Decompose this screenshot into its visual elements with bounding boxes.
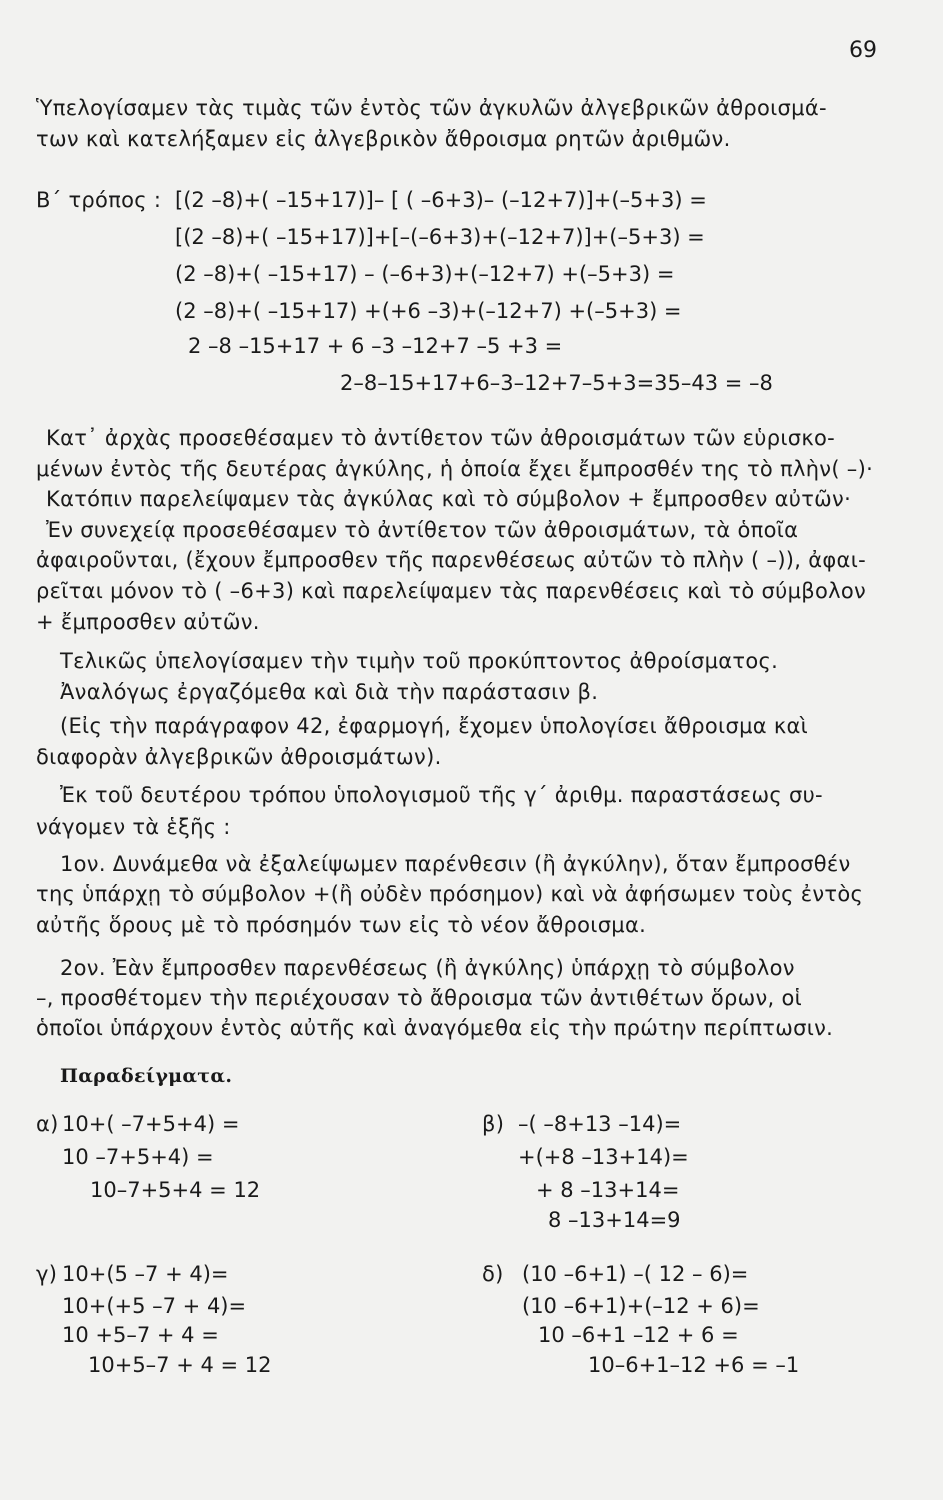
example-c-line: 10+5–7 + 4 = 12 <box>88 1353 272 1377</box>
example-c-label: γ) <box>36 1262 58 1286</box>
example-b-label: β) <box>482 1112 505 1136</box>
equation-line: 2 –8 –15+17 + 6 –3 –12+7 –5 +3 = <box>188 334 563 358</box>
example-b-line: + 8 –13+14= <box>536 1178 680 1202</box>
explanation-line: Ἐν συνεχείᾳ προσεθέσαμεν τὸ ἀντίθετον τῶν ἀθροισμάτων, τὰ ὁποῖα <box>46 518 799 542</box>
example-c-line: 10+(+5 –7 + 4)= <box>62 1294 247 1318</box>
example-d-line: (10 –6+1)+(–12 + 6)= <box>522 1294 760 1318</box>
example-a-line: 10+( –7+5+4) = <box>62 1112 240 1136</box>
example-d-label: δ) <box>482 1262 504 1286</box>
rule-line: –, προσθέτομεν τὴν περιέχουσαν τὸ ἄθροισμα τῶν ἀντιθέτων ὅρων, οἱ <box>36 986 803 1010</box>
method-b-label: Β΄ τρόπος : <box>36 188 162 212</box>
page-number: 69 <box>849 38 877 63</box>
explanation-line: Κατ᾽ ἀρχὰς προσεθέσαμεν τὸ ἀντίθετον τῶν ἀθροισμάτων τῶν εὑρισκο- <box>46 426 836 450</box>
rule-line: 2ον. Ἐὰν ἔμπροσθεν παρενθέσεως (ἢ ἀγκύλης) ὑπάρχῃ τὸ σύμβολον <box>60 956 795 980</box>
explanation-line: Τελικῶς ὑπελογίσαμεν τὴν τιμὴν τοῦ προκύπτοντος ἀθροίσματος. <box>60 649 779 673</box>
example-d-line: 10 –6+1 –12 + 6 = <box>538 1323 739 1347</box>
example-d-line: 10–6+1–12 +6 = –1 <box>588 1353 800 1377</box>
example-c-line: 10 +5–7 + 4 = <box>62 1323 219 1347</box>
explanation-line: διαφορὰν ἀλγεβρικῶν ἀθροισμάτων). <box>36 745 442 769</box>
explanation-line: ρεῖται μόνον τὸ ( –6+3) καὶ παρελείψαμεν τὰς παρενθέσεις καὶ τὸ σύμβολον <box>36 579 867 603</box>
explanation-line: ἀφαιροῦνται, (ἔχουν ἔμπροσθεν τῆς παρενθέσεως αὐτῶν τὸ πλὴν ( –)), ἀφαι- <box>36 548 866 572</box>
explanation-line: Κατόπιν παρελείψαμεν τὰς ἀγκύλας καὶ τὸ σύμβολον + ἔμπροσθεν αὐτῶν· <box>46 487 852 511</box>
equation-line-final: 2–8–15+17+6–3–12+7–5+3=35–43 = –8 <box>340 371 773 395</box>
equation-line: [(2 –8)+( –15+17)]– [ ( –6+3)– (–12+7)]+(–5+3) = <box>175 188 707 212</box>
examples-heading: Παραδείγματα. <box>60 1065 233 1087</box>
equation-line: (2 –8)+( –15+17) +(+6 –3)+(–12+7) +(–5+3) = <box>175 299 682 323</box>
explanation-line: νάγομεν τὰ ἑξῆς : <box>36 815 231 839</box>
example-b-line: –( –8+13 –14)= <box>518 1112 682 1136</box>
equation-line: [(2 –8)+( –15+17)]+[–(–6+3)+(–12+7)]+(–5+3) = <box>175 225 705 249</box>
explanation-line: Ἐκ τοῦ δευτέρου τρόπου ὑπολογισμοῦ τῆς γ΄ ἀριθμ. παραστάσεως συ- <box>60 783 823 807</box>
intro-line-2: των καὶ κατελήξαμεν εἰς ἀλγεβρικὸν ἄθροισμα ρητῶν ἀριθμῶν. <box>36 127 731 151</box>
explanation-line: + ἔμπροσθεν αὐτῶν. <box>36 610 260 634</box>
rule-line: 1ον. Δυνάμεθα νὰ ἐξαλείψωμεν παρένθεσιν (ἢ ἀγκύλην), ὅταν ἔμπροσθέν <box>60 852 851 876</box>
rule-line: της ὑπάρχῃ τὸ σύμβολον +(ἢ οὐδὲν πρόσημον) καὶ νὰ ἀφήσωμεν τοὺς ἐντὸς <box>36 882 864 906</box>
equation-line: (2 –8)+( –15+17) – (–6+3)+(–12+7) +(–5+3) = <box>175 262 675 286</box>
rule-line: ὁποῖοι ὑπάρχουν ἐντὸς αὐτῆς καὶ ἀναγόμεθα εἰς τὴν πρώτην περίπτωσιν. <box>36 1016 834 1040</box>
rule-line: αὐτῆς ὅρους μὲ τὸ πρόσημόν των εἰς τὸ νέον ἄθροισμα. <box>36 913 647 937</box>
example-a-line: 10 –7+5+4) = <box>62 1145 214 1169</box>
example-b-line: 8 –13+14=9 <box>548 1208 681 1232</box>
example-d-line: (10 –6+1) –( 12 – 6)= <box>522 1262 749 1286</box>
explanation-line: (Εἰς τὴν παράγραφον 42, ἐφαρμογή, ἔχομεν ὑπολογίσει ἄθροισμα καὶ <box>60 714 809 738</box>
explanation-line: μένων ἐντὸς τῆς δευτέρας ἀγκύλης, ἡ ὁποία ἔχει ἔμπροσθέν της τὸ πλὴν( –)· <box>36 457 874 481</box>
example-a-label: α) <box>36 1112 59 1136</box>
intro-line-1: Ὑπελογίσαμεν τὰς τιμὰς τῶν ἐντὸς τῶν ἀγκυλῶν ἀλγεβρικῶν ἀθροισμά- <box>36 96 827 120</box>
example-b-line: +(+8 –13+14)= <box>518 1145 689 1169</box>
explanation-line: Ἀναλόγως ἐργαζόμεθα καὶ διὰ τὴν παράστασιν β. <box>60 680 599 704</box>
example-a-line: 10–7+5+4 = 12 <box>90 1178 261 1202</box>
example-c-line: 10+(5 –7 + 4)= <box>62 1262 229 1286</box>
